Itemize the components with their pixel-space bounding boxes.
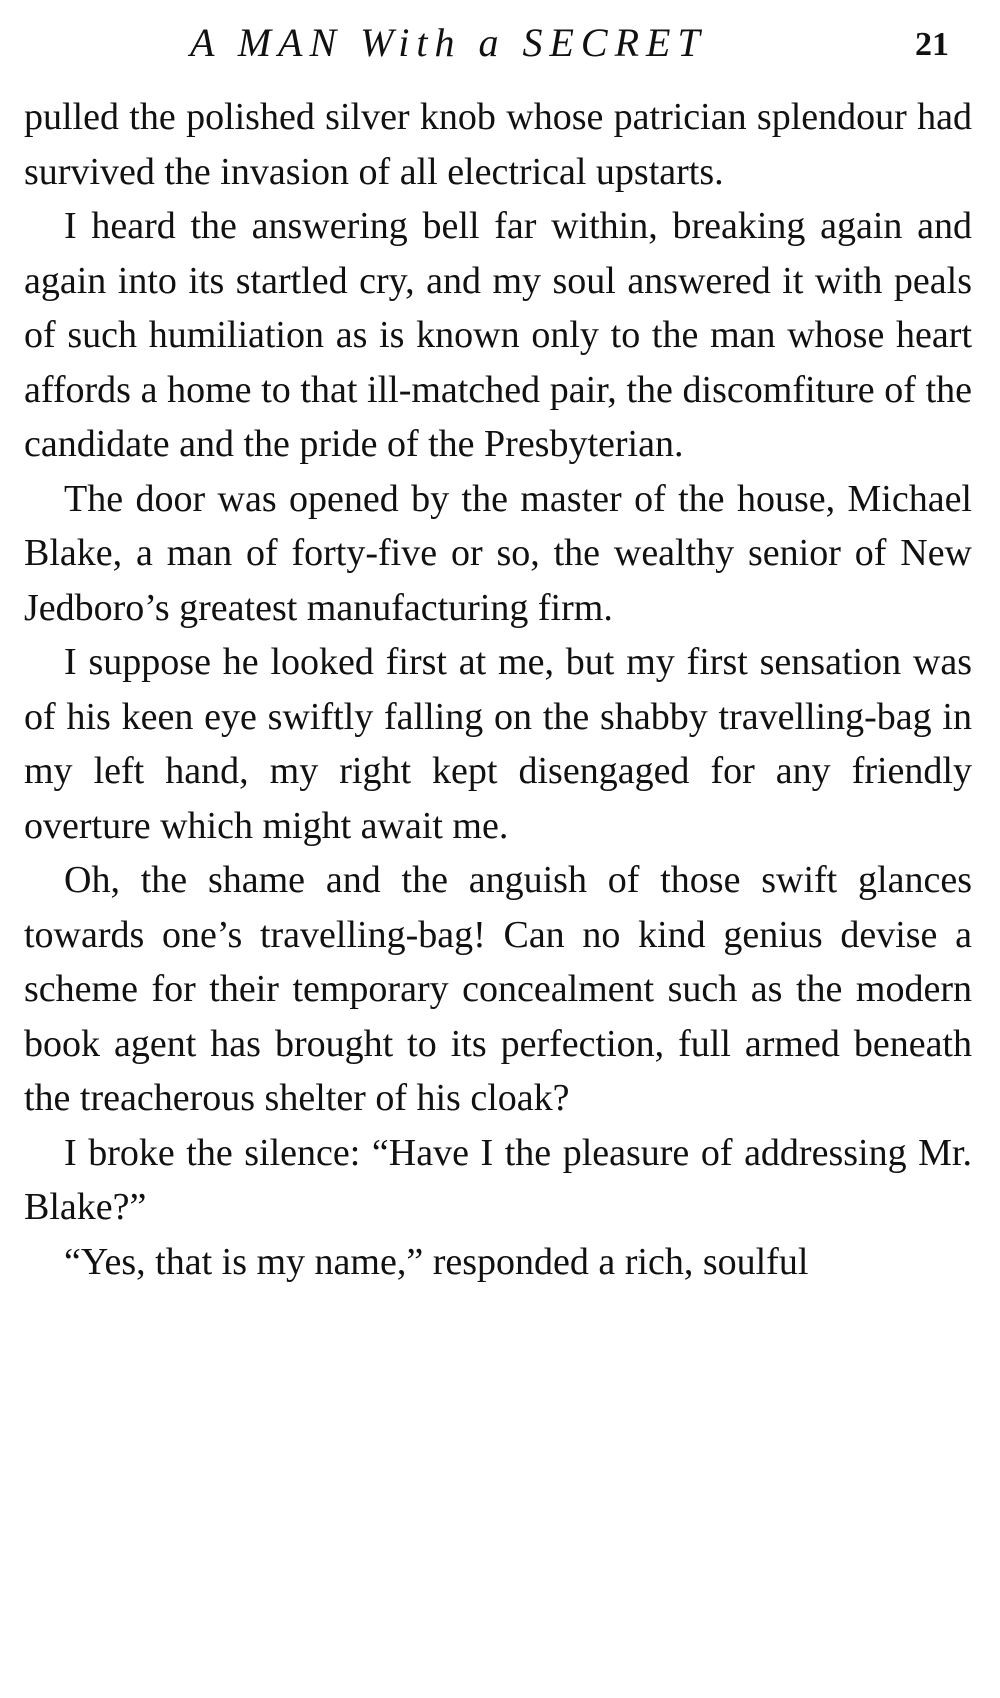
body-text <box>24 90 972 1289</box>
paragraph: pulled the polished silver knob whose patrician splendour had survived the invasion of all electrical upstarts. <box>24 96 972 193</box>
paragraph: I suppose he looked first at me, but my first sensation was of his keen eye swiftly falling on the shabby travelling-bag in my left hand, my right kept disengaged for any friendly overture which might await me. <box>24 641 972 847</box>
paragraph: I heard the answering bell far within, breaking again and again into its startled cry, and my soul answered it with peals of such humiliation as is known only to the man whose heart affords a home to that ill-matched pair, the discomfiture of the candidate and the pride of the Presbyterian. <box>24 205 972 465</box>
running-title: A MAN With a SECRET <box>190 20 707 65</box>
paragraph: The door was opened by the master of the house, Michael Blake, a man of forty-five or so, the wealthy senior of New Jedboro’s greatest manufacturing firm. <box>24 477 972 629</box>
paragraph: “Yes, that is my name,” responded a rich, soulful <box>64 1240 809 1283</box>
paragraph: I broke the silence: “Have I the pleasure of addressing Mr. Blake?” <box>24 1131 972 1228</box>
page-number: 21 <box>915 26 949 63</box>
running-head <box>0 14 1000 74</box>
paragraph: Oh, the shame and the anguish of those swift glances towards one’s travelling-bag! Can no kind genius devise a scheme for their temporary concealment such as the modern book agent has brought to its perfection, full armed beneath the treacherous shelter of his cloak? <box>24 859 972 1119</box>
